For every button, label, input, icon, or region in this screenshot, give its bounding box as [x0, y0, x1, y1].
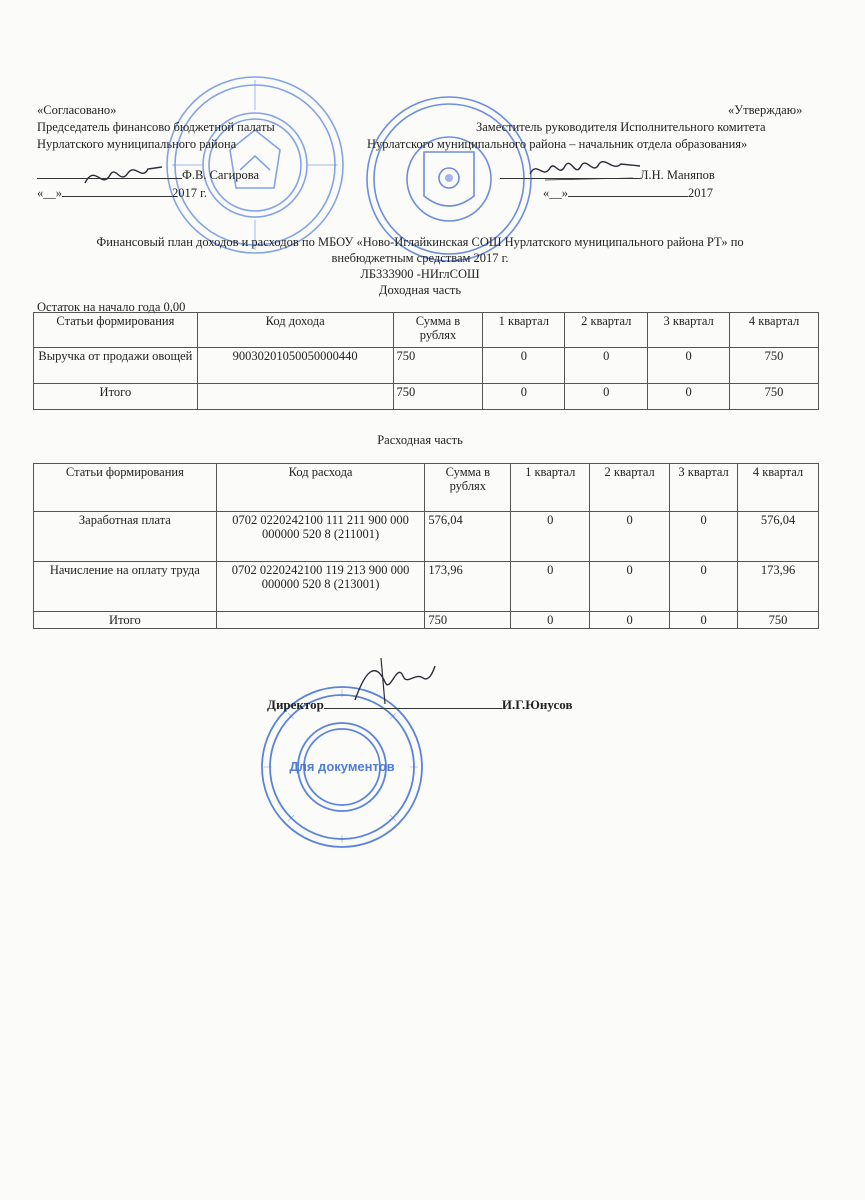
- table-cell: Итого: [34, 612, 217, 629]
- table-row: [34, 612, 819, 629]
- income-header-cell: Сумма в рублях: [393, 313, 483, 348]
- table-cell: 0: [483, 384, 565, 410]
- approve-date-prefix: «__»: [543, 186, 568, 200]
- table-cell: 0: [670, 612, 738, 629]
- income-header-cell: Код дохода: [197, 313, 393, 348]
- table-cell: 0: [511, 612, 590, 629]
- table-row: [34, 512, 819, 562]
- income-header-cell: 3 квартал: [648, 313, 730, 348]
- expense-heading: Расходная часть: [377, 433, 463, 447]
- finance-chamber-stamp: [160, 70, 350, 260]
- expense-header-cell: 3 квартал: [670, 464, 738, 512]
- plan-title-line2: внебюджетным средствам 2017 г.: [331, 251, 509, 265]
- table-cell: 0: [590, 512, 670, 562]
- income-header-row: [34, 313, 819, 348]
- expense-header-cell: Статьи формирования: [34, 464, 217, 512]
- table-cell: 173,96: [425, 562, 511, 612]
- table-cell: 0: [565, 348, 648, 384]
- table-cell: 0: [511, 562, 590, 612]
- approve-name: Л.Н. Маняпов: [640, 168, 715, 182]
- expense-header-cell: Код расхода: [216, 464, 425, 512]
- director-line: [267, 698, 573, 712]
- agreed-date-prefix: «__»: [37, 186, 62, 200]
- approve-position-line2: Нурлатского муниципального района – начальник отдела образования»: [367, 137, 748, 151]
- table-cell: 576,04: [738, 512, 819, 562]
- income-table: [33, 312, 819, 410]
- start-balance: Остаток на начало года 0,00: [37, 300, 186, 314]
- approve-signature-line: [500, 168, 715, 182]
- income-header-cell: 1 квартал: [483, 313, 565, 348]
- table-cell: 0: [590, 612, 670, 629]
- expense-header-cell: Сумма в рублях: [425, 464, 511, 512]
- table-cell: 576,04: [425, 512, 511, 562]
- agreed-name: Ф.В. Сагирова: [182, 168, 260, 182]
- table-cell: 173,96: [738, 562, 819, 612]
- director-label: Директор: [267, 697, 324, 712]
- table-cell: 90030201050050000440: [197, 348, 393, 384]
- table-cell: 0: [670, 512, 738, 562]
- expense-header-cell: 1 квартал: [511, 464, 590, 512]
- expense-table: [33, 463, 819, 629]
- income-heading: Доходная часть: [378, 283, 462, 297]
- agreed-label: «Согласовано»: [37, 103, 117, 117]
- expense-header-cell: 4 квартал: [738, 464, 819, 512]
- approve-label: «Утверждаю»: [728, 103, 803, 117]
- table-cell: 0702 0220242100 119 213 900 000 000000 520 8 (213001): [216, 562, 425, 612]
- table-cell: 0: [590, 562, 670, 612]
- table-row: [34, 562, 819, 612]
- plan-code-line: ЛБ333900 -НИглСОШ: [360, 267, 480, 281]
- table-cell: [197, 384, 393, 410]
- approve-position-line1: Заместитель руководителя Исполнительного комитета: [476, 120, 766, 134]
- table-cell: Выручка от продажи овощей: [34, 348, 198, 384]
- agreed-position-line1: Председатель финансово бюджетной палаты: [37, 120, 275, 134]
- table-cell: [216, 612, 425, 629]
- table-row: [34, 348, 819, 384]
- table-cell: 750: [730, 384, 819, 410]
- expense-header-row: [34, 464, 819, 512]
- table-cell: 0: [565, 384, 648, 410]
- approve-date: [543, 186, 713, 200]
- table-cell: 0702 0220242100 111 211 900 000 000000 520 8 (211001): [216, 512, 425, 562]
- plan-title-line1: Финансовый план доходов и расходов по МБОУ «Ново-Иглайкинская СОШ Нурлатского муниципального района РТ» по: [96, 235, 744, 249]
- table-cell: 750: [730, 348, 819, 384]
- table-cell: 750: [425, 612, 511, 629]
- approve-date-suffix: 2017: [688, 186, 713, 200]
- table-row: [34, 384, 819, 410]
- stamp-text: Для документов: [289, 759, 395, 774]
- expense-header-cell: 2 квартал: [590, 464, 670, 512]
- table-cell: 750: [393, 348, 483, 384]
- table-cell: 750: [738, 612, 819, 629]
- agreed-date: [37, 186, 207, 200]
- agreed-date-suffix: 2017 г.: [172, 186, 207, 200]
- table-cell: Начисление на оплату труда: [34, 562, 217, 612]
- table-cell: Заработная плата: [34, 512, 217, 562]
- table-cell: 0: [648, 348, 730, 384]
- table-cell: 750: [393, 384, 483, 410]
- table-cell: Итого: [34, 384, 198, 410]
- table-cell: 0: [511, 512, 590, 562]
- table-cell: 0: [648, 384, 730, 410]
- income-header-cell: 2 квартал: [565, 313, 648, 348]
- income-header-cell: 4 квартал: [730, 313, 819, 348]
- table-cell: 0: [670, 562, 738, 612]
- table-cell: 0: [483, 348, 565, 384]
- agreed-signature-line: [37, 168, 259, 182]
- director-name: И.Г.Юнусов: [501, 697, 573, 712]
- income-header-cell: Статьи формирования: [34, 313, 198, 348]
- agreed-position-line2: Нурлатского муниципального района: [37, 137, 237, 151]
